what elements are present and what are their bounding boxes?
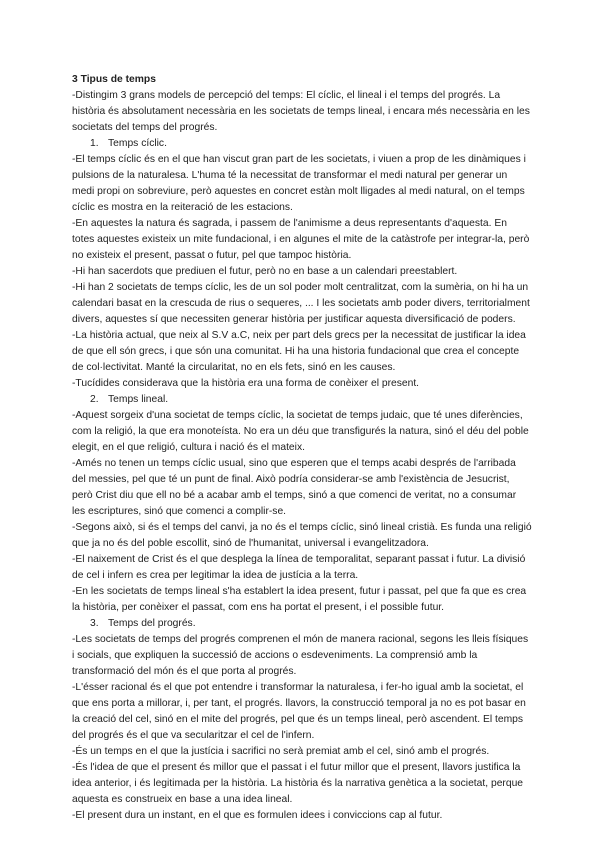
section-number: 2. — [90, 394, 99, 405]
intro-paragraph: -Distingim 3 grans models de percepció del temps: El cíclic, el lineal i el temps del progrés. La història és absolutament necessària en les societats de temps lineal, i encara més necessària en les societats del temps del progrés. — [72, 90, 530, 133]
paragraph: -És l'idea de que el present és millor que el passat i el futur millor que el present, llavors justifica la idea anterior, i és legitimada per la història. La història és la narrativa genètica a la societat, perque aquesta es construeix en base a una idea lineal. — [72, 762, 524, 805]
document-page — [72, 72, 532, 824]
section-heading-progress — [72, 616, 532, 632]
paragraph: -Les societats de temps del progrés comprenen el món de manera racional, segons les lleis físiques i socials, que expliquen la successió de accions o esdeveniments. La comprensió amb la transformació del món és el que porta al progrés. — [72, 634, 529, 677]
paragraph: -És un temps en el que la justícia i sacrifici no serà premiat amb el cel, sinó amb el progrés. — [72, 746, 490, 757]
section-number: 1. — [90, 138, 99, 149]
section-title: Temps cíclic. — [108, 138, 167, 149]
section-title: Temps del progrés. — [108, 618, 196, 629]
paragraph: -Tucídides considerava que la història era una forma de conèixer el present. — [72, 378, 420, 389]
paragraph: -En les societats de temps lineal s'ha establert la idea present, futur i passat, pel que fa que es crea la història, per conèixer el passat, com ens ha portat el present, i el possible futur. — [72, 586, 527, 613]
paragraph: -Hi han sacerdots que prediuen el futur, però no en base a un calendari preestablert. — [72, 266, 458, 277]
paragraph: -Segons això, si és el temps del canvi, ja no és el temps cíclic, sinó lineal cristià. Es funda una religió que ja no és del poble escollit, sinó de l'humanitat, universal i evangelitzadora. — [72, 522, 532, 549]
section-number: 3. — [90, 618, 99, 629]
paragraph: -La història actual, que neix al S.V a.C, neix per part dels grecs per la necessitat de justificar la idea de que ell són grecs, i que són una comunitat. Hi ha una historia fundacional que crea el concepte de col·lectivitat. Manté la circularitat, no en els fets, sinó en les causes. — [72, 330, 526, 373]
section-heading-cyclic — [72, 136, 532, 152]
paragraph: -El temps cíclic és en el que han viscut gran part de les societats, i viuen a prop de les dinàmiques i pulsions de la naturalesa. L'huma té la necessitat de transformar el medi natural per generar un medi propi on sobreviure, però aquestes en concret estàn molt lligades al medi natural, on el temps cíclic es mostra en la reiteració de les estacions. — [72, 154, 526, 213]
section-title: Temps lineal. — [108, 394, 169, 405]
paragraph: -Aquest sorgeix d'una societat de temps cíclic, la societat de temps judaic, que té unes diferències, com la religió, la que era monoteísta. No era un déu que transfigurés la natura, sinó el déu del poble elegit, en el que religió, cultura i nació és el mateix. — [72, 410, 529, 453]
paragraph: -En aquestes la natura és sagrada, i passem de l'animisme a deus representants d'aquesta. En totes aquestes existeix un mite fundacional, i en algunes el mite de la catàstrofe per integrar-la, però no existeix el present, passat o futur, pel que tampoc història. — [72, 218, 530, 261]
paragraph: -El naixement de Crist és el que desplega la línea de temporalitat, separant passat i futur. La divisió de cel i infern es crea per legitimar la idea de justícia a la terra. — [72, 554, 526, 581]
paragraph: -Hi han 2 societats de temps cíclic, les de un sol poder molt centralitzat, com la sumèria, on hi ha un calendari basat en la crescuda de rius o sequeres, ... I les societats amb poder divers, territorialment divers, aquestes sí que necessiten generar història per justificar aquesta diversificació de poders. — [72, 282, 530, 325]
document-title: 3 Tipus de temps — [72, 74, 156, 85]
section-heading-linear — [72, 392, 532, 408]
paragraph: -El present dura un instant, en el que es formulen idees i conviccions cap al futur. — [72, 810, 443, 821]
paragraph: -L'ésser racional és el que pot entendre i transformar la naturalesa, i fer-ho igual amb la societat, el que ens porta a millorar, i, per tant, el progrés. llavors, la construcció temporal ja no es pot basar en la creació del cel, sinó en el mite del progrés, pel que és un temps lineal, però ascendent. El temps del progrés és el que va secularitzar el cel de l'infern. — [72, 682, 526, 741]
paragraph: -Amés no tenen un temps cíclic usual, sino que esperen que el temps acabi després de l'arribada del messies, pel que té un punt de final. Això podría considerar-se amb l'existència de Jesucrist, però Crist diu que ell no bé a acabar amb el temps, sinó a que comenci de veritat, no a consumar les escriptures, sinó que comenci a complir-se. — [72, 458, 517, 517]
